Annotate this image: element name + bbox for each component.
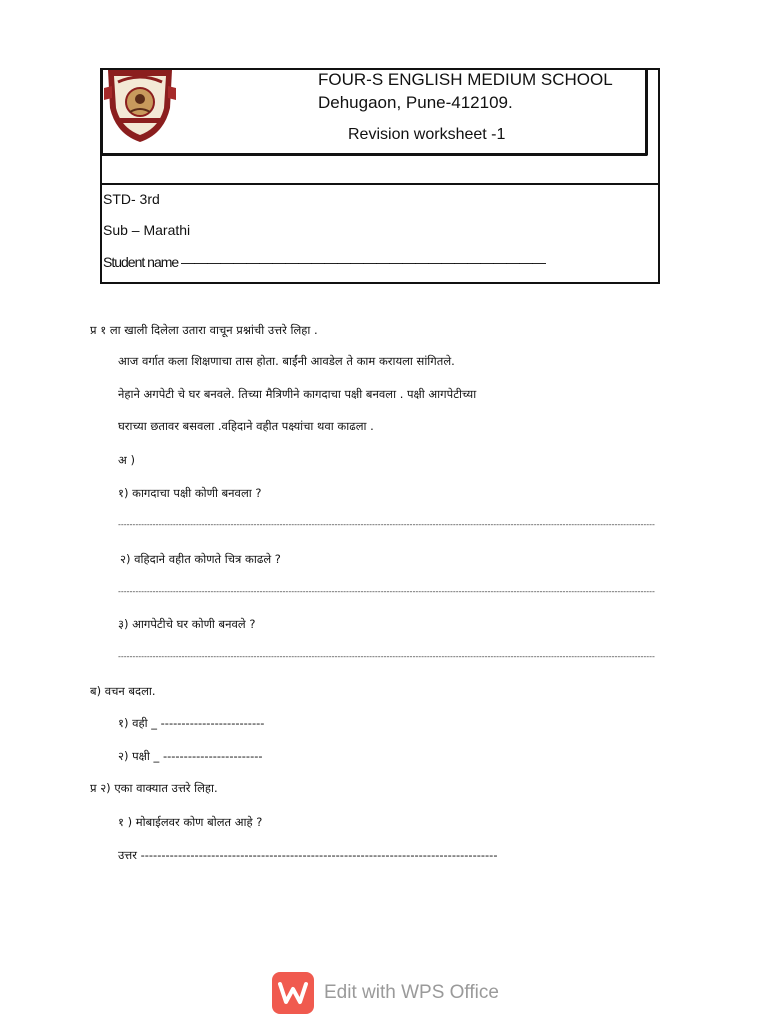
passage-line-2: नेहाने अगपेटी चे घर बनवले. तिच्या मैत्रिणीने कागदाचा पक्षी बनवला . पक्षी आगपेटीच्या bbox=[118, 387, 477, 401]
question-a3: ३) आगपेटीचे घर कोणी बनवले ? bbox=[118, 617, 256, 631]
q2-answer-line[interactable]: उत्तर -------------------------------------------------------------------------------------- bbox=[118, 848, 498, 862]
wps-watermark-text: Edit with WPS Office bbox=[324, 982, 499, 1003]
question-b2: २) पक्षी _ ------------------------ bbox=[118, 749, 263, 763]
subject-label: Sub – Marathi bbox=[103, 222, 191, 238]
school-name: FOUR-S ENGLISH MEDIUM SCHOOL bbox=[318, 70, 613, 89]
answer-line-a2[interactable]: ------------------------------------------------------------------------------------------------------------------------------------------------------------------------------------------ bbox=[118, 587, 655, 596]
passage-line-3: घराच्या छतावर बसवला .वहिदाने वहीत पक्ष्यांचा थवा काढला . bbox=[118, 419, 374, 433]
section-b-heading: ब) वचन बदला. bbox=[90, 684, 156, 698]
passage-line-1: आज वर्गात कला शिक्षणाचा तास होता. बाईंनी आवडेल ते काम करायला सांगितले. bbox=[118, 354, 455, 368]
q2-heading: प्र २) एका वाक्यात उत्तरे लिहा. bbox=[90, 781, 218, 795]
answer-line-a1[interactable]: ------------------------------------------------------------------------------------------------------------------------------------------------------------------------------------------ bbox=[118, 520, 655, 529]
question-2-1: १ ) मोबाईलवर कोण बोलत आहे ? bbox=[118, 815, 263, 829]
school-logo-icon bbox=[104, 68, 176, 144]
student-name-label: Student name ———————————————————————————— bbox=[103, 254, 546, 270]
section-a-label: अ ) bbox=[118, 453, 135, 467]
std-label: STD- 3rd bbox=[103, 191, 160, 207]
school-address: Dehugaon, Pune-412109. bbox=[318, 93, 513, 112]
question-a1: १) कागदाचा पक्षी कोणी बनवला ? bbox=[118, 486, 262, 500]
question-a2: २) वहिदाने वहीत कोणते चित्र काढले ? bbox=[120, 552, 281, 566]
wps-watermark bbox=[272, 972, 512, 1016]
wps-w-icon bbox=[272, 972, 314, 1014]
answer-line-a3[interactable]: ------------------------------------------------------------------------------------------------------------------------------------------------------------------------------------------ bbox=[118, 652, 655, 661]
question-b1: १) वही _ ------------------------- bbox=[118, 716, 265, 730]
q1-heading: प्र १ ला खाली दिलेला उतारा वाचून प्रश्नांची उत्तरे लिहा . bbox=[90, 323, 318, 337]
header-divider bbox=[100, 183, 660, 185]
worksheet-title: Revision worksheet -1 bbox=[348, 126, 506, 143]
